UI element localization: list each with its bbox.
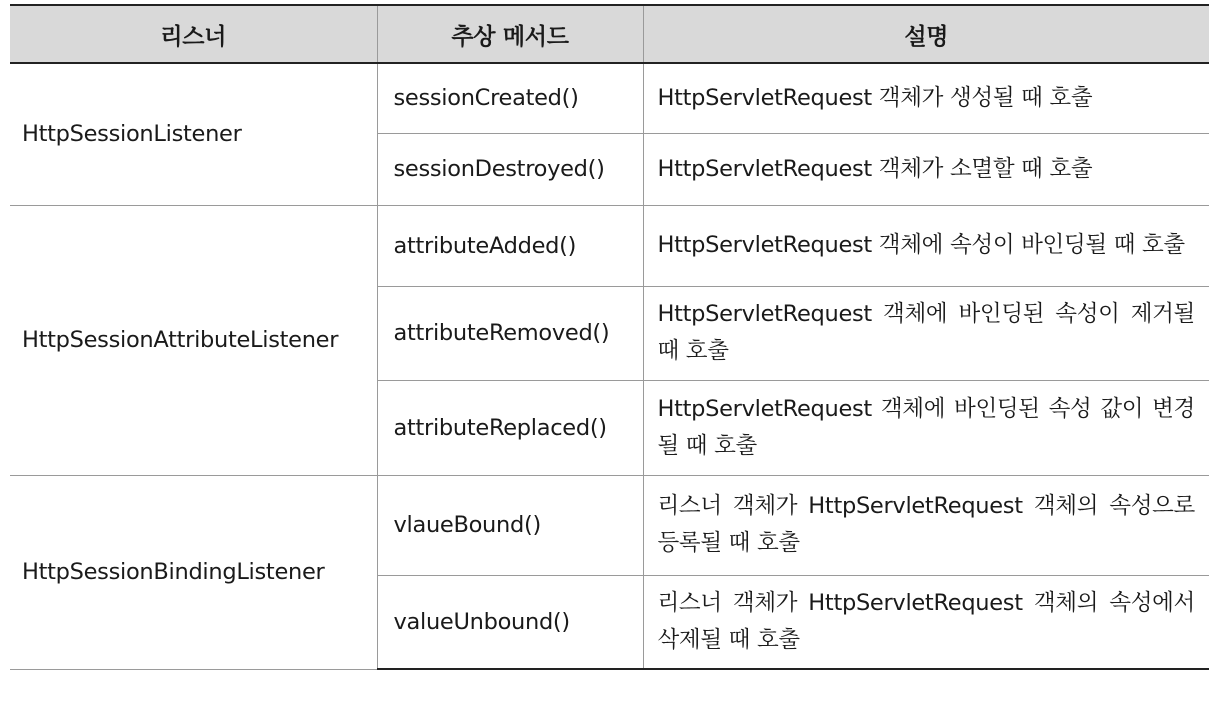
table-body — [10, 63, 1209, 669]
header-abstract-method: 추상 메서드 — [377, 5, 643, 63]
description-cell: HttpServletRequest 객체가 생성될 때 호출 — [643, 63, 1209, 133]
listener-table-container — [10, 4, 1209, 670]
table-row — [10, 205, 1209, 286]
method-cell: sessionDestroyed() — [377, 133, 643, 205]
header-row — [10, 5, 1209, 63]
header-listener: 리스너 — [10, 5, 377, 63]
method-cell: attributeRemoved() — [377, 286, 643, 380]
header-description: 설명 — [643, 5, 1209, 63]
description-cell: HttpServletRequest 객체에 바인딩된 속성 값이 변경될 때 호출 — [643, 380, 1209, 475]
method-cell: attributeAdded() — [377, 205, 643, 286]
method-cell: sessionCreated() — [377, 63, 643, 133]
method-cell: valueUnbound() — [377, 575, 643, 669]
table-row — [10, 63, 1209, 133]
description-cell: HttpServletRequest 객체에 바인딩된 속성이 제거될 때 호출 — [643, 286, 1209, 380]
description-cell: HttpServletRequest 객체가 소멸할 때 호출 — [643, 133, 1209, 205]
table-row — [10, 475, 1209, 575]
table-header — [10, 5, 1209, 63]
description-cell: 리스너 객체가 HttpServletRequest 객체의 속성으로 등록될 때 호출 — [643, 475, 1209, 575]
description-cell: 리스너 객체가 HttpServletRequest 객체의 속성에서 삭제될 때 호출 — [643, 575, 1209, 669]
description-cell: HttpServletRequest 객체에 속성이 바인딩될 때 호출 — [643, 205, 1209, 286]
listener-cell: HttpSessionAttributeListener — [10, 205, 377, 475]
listener-table — [10, 4, 1209, 670]
method-cell: attributeReplaced() — [377, 380, 643, 475]
listener-cell: HttpSessionListener — [10, 63, 377, 205]
method-cell: vlaueBound() — [377, 475, 643, 575]
listener-cell: HttpSessionBindingListener — [10, 475, 377, 669]
